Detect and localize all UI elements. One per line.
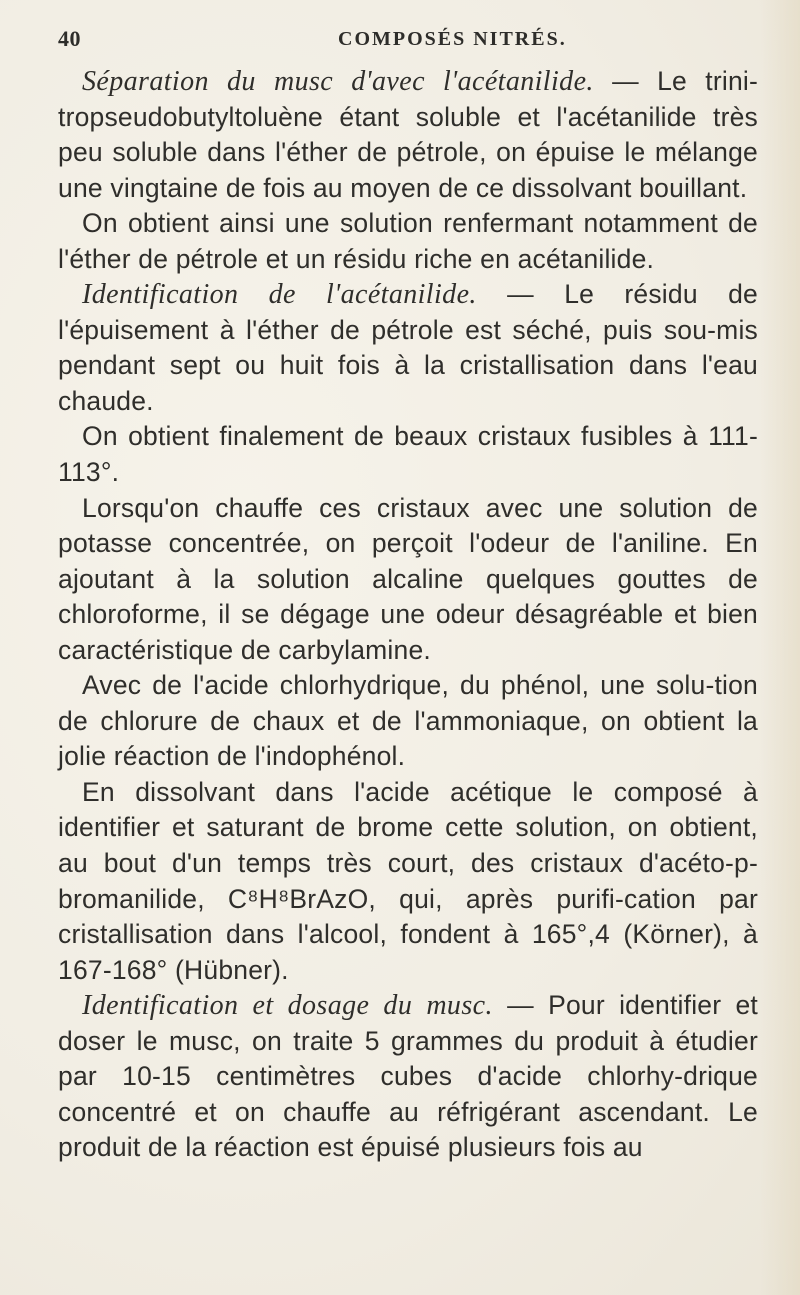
heading-dash: —: [492, 990, 549, 1021]
page-header: [58, 26, 728, 56]
paragraph-crystals: [58, 419, 758, 490]
heading-dash: —: [593, 66, 658, 96]
running-head: COMPOSÉS NITRÉS.: [338, 28, 567, 50]
paragraph-solution: [58, 206, 758, 277]
paragraph-potash: [58, 491, 758, 669]
page-edge-shading: [760, 0, 800, 1295]
heading-dash: —: [476, 279, 565, 310]
paragraph-text: Pour identifier et doser le musc, on traite 5 grammes du produit à étudier par 10-15 centimètres cubes d'acide chlorhy-drique concentré et on chauffe au réfrigérant ascendant. Le produit de la réaction est épuisé plusieurs fois au: [58, 990, 758, 1163]
page-number: 40: [58, 26, 81, 51]
paragraph-text: On obtient ainsi une solution renfermant notamment de l'éther de pétrole et un résidu riche en acétanilide.: [58, 208, 758, 274]
section-heading-identification-acetanilide: Identification de l'acétanilide.: [82, 279, 477, 311]
paragraph-text: Le résidu de l'épuisement à l'éther de pétrole est séché, puis sou-mis pendant sept ou huit fois à la cristallisation dans l'eau chaude.: [58, 279, 758, 416]
paragraph-text: En dissolvant dans l'acide acétique le composé à identifier et saturant de brome cette solution, on obtient, au bout d'un temps très court, des cristaux d'acéto-p-bromanilide, C⁸H⁸BrAzO, qui, après purifi-cation par cristallisation dans l'alcool, fondent à 165°,4 (Körner), à 167-168° (Hübner).: [58, 776, 758, 985]
paragraph-bromanilide: [58, 775, 758, 988]
paragraph-text: Lorsqu'on chauffe ces cristaux avec une solution de potasse concentrée, on perçoit l'odeur de l'aniline. En ajoutant à la solution alcaline quelques gouttes de chloroforme, il se dégage une odeur désagréable et bien caractéristique de carbylamine.: [58, 492, 758, 665]
paragraph-identification-musc: [58, 988, 758, 1166]
paragraph-separation: [58, 64, 758, 206]
text-body: [58, 64, 758, 1166]
paragraph-indophenol: [58, 668, 758, 775]
paragraph-text: On obtient finalement de beaux cristaux fusibles à 111-113°.: [58, 421, 758, 488]
paragraph-text: Le trini-tropseudobutyltoluène étant soluble et l'acétanilide très peu soluble dans l'éther de pétrole, on épuise le mélange une vingtaine de fois au moyen de ce dissolvant bouillant.: [58, 66, 758, 203]
section-heading-identification-musc: Identification et dosage du musc.: [82, 990, 493, 1022]
paragraph-identification-acetanilide: [58, 277, 758, 419]
section-heading-separation: Séparation du musc d'avec l'acétanilide.: [82, 66, 594, 97]
paragraph-text: Avec de l'acide chlorhydrique, du phénol, une solu-tion de chlorure de chaux et de l'ammoniaque, on obtient la jolie réaction de l'indophénol.: [58, 670, 758, 772]
